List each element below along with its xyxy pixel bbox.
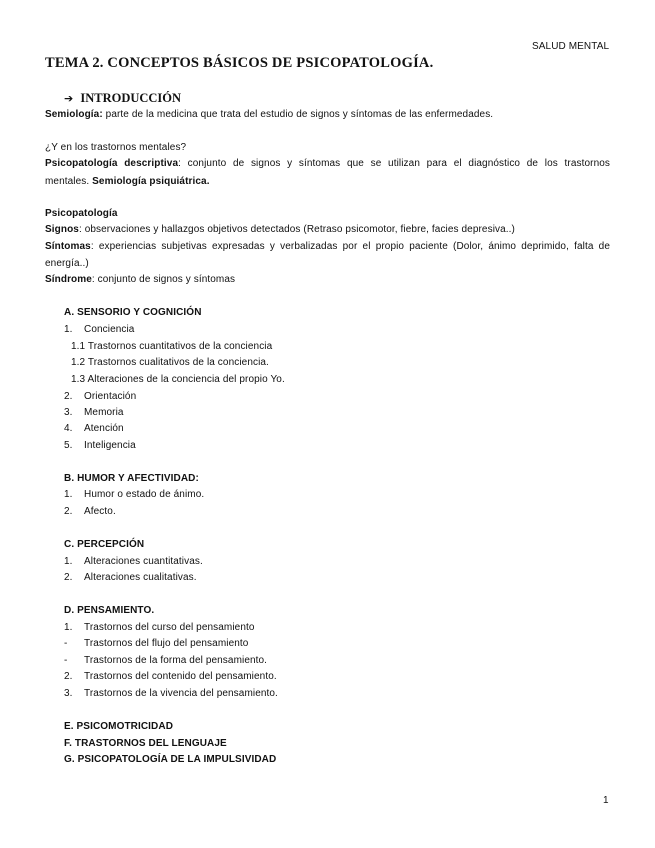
semiologia-psiquiatrica: Semiología psiquiátrica. (92, 176, 210, 187)
list-number: 1. (64, 324, 73, 335)
list-item (64, 572, 197, 583)
list-number: 2. (64, 572, 73, 583)
list-number: 2. (64, 391, 73, 402)
list-text: Trastornos de la vivencia del pensamiento. (84, 688, 278, 699)
list-item (64, 671, 277, 682)
list-text: Trastornos del flujo del pensamiento (84, 638, 249, 649)
list-number: 1. (64, 556, 73, 567)
section-e-heading: E. PSICOMOTRICIDAD (64, 721, 174, 732)
psico-descriptiva-line1 (45, 158, 610, 169)
list-number: 2. (64, 506, 73, 517)
list-subitem: 1.1 Trastornos cuantitativos de la conciencia (71, 341, 273, 352)
psicopatologia-heading-text: Psicopatología (45, 208, 118, 219)
list-item (64, 622, 255, 633)
list-text: Conciencia (84, 324, 135, 335)
sindrome-text: : conjunto de signos y síntomas (91, 274, 236, 285)
list-dash: - (64, 638, 68, 649)
list-text: Afecto. (84, 506, 116, 517)
list-number: 1. (64, 489, 73, 500)
list-text: Trastornos de la forma del pensamiento. (84, 655, 268, 666)
list-text: Memoria (84, 407, 124, 418)
list-item (64, 324, 134, 335)
list-item (64, 655, 267, 666)
list-number: 1. (64, 622, 73, 633)
sintomas-definition-line2: energía..) (45, 258, 89, 269)
section-d-heading: D. PENSAMIENTO. (64, 605, 155, 616)
signos-definition (45, 224, 515, 235)
list-text: Inteligencia (84, 440, 136, 451)
running-header: SALUD MENTAL (532, 41, 610, 52)
list-number: 3. (64, 688, 73, 699)
list-item (64, 489, 204, 500)
list-item (64, 391, 136, 402)
list-number: 2. (64, 671, 73, 682)
list-text: Trastornos del curso del pensamiento (84, 622, 255, 633)
intro-heading-text: INTRODUCCIÓN (80, 91, 182, 105)
list-dash: - (64, 655, 68, 666)
list-subitem: 1.3 Alteraciones de la conciencia del propio Yo. (71, 374, 285, 385)
section-c-heading: C. PERCEPCIÓN (64, 539, 145, 550)
sindrome-definition (45, 274, 235, 285)
semiologia-definition (45, 109, 493, 120)
list-item (64, 688, 278, 699)
semiologia-term: Semiología: (45, 109, 103, 120)
list-text: Atención (84, 423, 124, 434)
sindrome-term: Síndrome (45, 274, 92, 285)
section-a-heading: A. SENSORIO Y COGNICIÓN (64, 307, 202, 318)
sintomas-definition-line1 (45, 241, 610, 252)
semiologia-text: parte de la medicina que trata del estudio de signos y síntomas de las enfermedades. (102, 109, 494, 120)
signos-text: : observaciones y hallazgos objetivos detectados (Retraso psicomotor, fiebre, facies depresiva..) (78, 224, 515, 235)
list-number: 3. (64, 407, 73, 418)
list-item (64, 407, 124, 418)
signos-term: Signos (45, 224, 79, 235)
psico-descriptiva-text: : conjunto de signos y síntomas que se utilizan para el diagnóstico de los trastornos (178, 158, 610, 169)
section-g-heading: G. PSICOPATOLOGÍA DE LA IMPULSIVIDAD (64, 754, 277, 765)
list-item (64, 556, 203, 567)
page-number: 1 (603, 795, 609, 806)
intro-heading (64, 91, 181, 106)
list-item (64, 506, 116, 517)
list-text: Alteraciones cualitativas. (84, 572, 197, 583)
list-item (64, 440, 136, 451)
list-number: 5. (64, 440, 73, 451)
list-subitem: 1.2 Trastornos cualitativos de la conciencia. (71, 357, 269, 368)
list-text: Orientación (84, 391, 137, 402)
list-number: 4. (64, 423, 73, 434)
list-text: Trastornos del contenido del pensamiento. (84, 671, 277, 682)
list-item (64, 423, 124, 434)
psicopatologia-heading (45, 208, 118, 219)
section-f-heading: F. TRASTORNOS DEL LENGUAJE (64, 738, 227, 749)
section-b-heading: B. HUMOR Y AFECTIVIDAD: (64, 473, 199, 484)
list-item (64, 638, 248, 649)
arrow-icon: ➔ (64, 92, 74, 105)
sintomas-term: Síntomas (45, 241, 91, 252)
intro-question: ¿Y en los trastornos mentales? (45, 142, 187, 153)
list-text: Alteraciones cuantitativas. (84, 556, 203, 567)
page-title: TEMA 2. CONCEPTOS BÁSICOS DE PSICOPATOLOGÍA. (45, 55, 434, 71)
psico-descriptiva-term: Psicopatología descriptiva (45, 158, 179, 169)
psico-descriptiva-continuation: mentales. (45, 176, 93, 187)
psico-descriptiva-line2 (45, 176, 210, 187)
sintomas-text: : experiencias subjetivas expresadas y verbalizadas por el propio paciente (Dolor, ánimo deprimido, falta de (90, 241, 610, 252)
list-text: Humor o estado de ánimo. (84, 489, 205, 500)
